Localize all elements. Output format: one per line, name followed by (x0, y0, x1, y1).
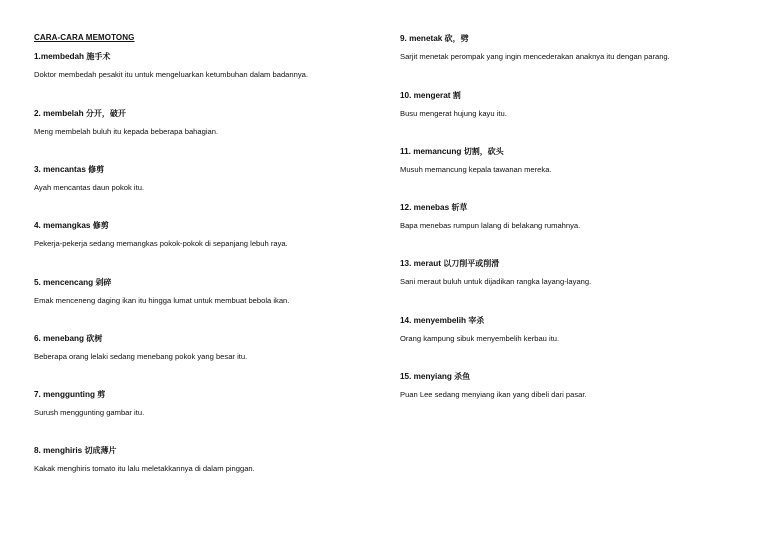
entry-menebang (34, 334, 247, 362)
entry-term (400, 147, 552, 157)
term-malay: 12. menebas (400, 203, 450, 212)
entry-term (34, 109, 218, 119)
entry-term (34, 52, 308, 62)
entry-example: Emak menceneng daging ikan itu hingga lumat untuk membuat bebola ikan. (34, 296, 290, 305)
term-chinese: 宰杀 (468, 316, 485, 325)
entry-term (400, 259, 591, 269)
entry-mencantas (34, 165, 144, 193)
entry-membedah (34, 52, 308, 80)
entry-example: Doktor membedah pesakit itu untuk mengeluarkan ketumbuhan dalam badannya. (34, 70, 308, 79)
term-chinese: 切成薄片 (84, 446, 117, 455)
term-chinese: 砍，劈 (444, 34, 469, 43)
term-malay: 6. menebang (34, 334, 85, 343)
entry-example: Sani meraut buluh untuk dijadikan rangka layang-layang. (400, 277, 592, 286)
term-chinese: 剪 (97, 390, 106, 399)
term-malay: 7. menggunting (34, 390, 95, 399)
term-malay: 8. menghiris (34, 446, 83, 455)
term-malay: 13. meraut (400, 259, 441, 268)
entry-memangkas (34, 221, 288, 249)
term-chinese: 斩草 (451, 203, 468, 212)
term-chinese: 剁碎 (95, 278, 112, 287)
entry-mengerat (400, 91, 507, 119)
term-malay: 9. menetak (400, 34, 443, 43)
entry-term (400, 203, 580, 213)
entry-example: Busu mengerat hujung kayu itu. (400, 109, 507, 118)
term-chinese: 修剪 (88, 165, 105, 174)
term-chinese: 以刀削平或削滑 (443, 259, 500, 268)
entry-example: Ayah mencantas daun pokok itu. (34, 183, 145, 192)
entry-menghiris (34, 446, 255, 474)
entry-example: Pekerja-pekerja sedang memangkas pokok-pokok di sepanjang lebuh raya. (34, 239, 288, 248)
term-malay: 10. mengerat (400, 91, 451, 100)
entry-example: Orang kampung sibuk menyembelih kerbau itu. (400, 334, 560, 343)
entry-example: Surush menggunting gambar itu. (34, 408, 145, 417)
term-chinese: 分开，破开 (85, 109, 126, 118)
entry-mencencang (34, 278, 289, 306)
entry-example: Kakak menghiris tomato itu lalu meletakkannya di dalam pinggan. (34, 464, 255, 473)
entry-memancung (400, 147, 552, 175)
term-chinese: 割 (452, 91, 461, 100)
entry-menyembelih (400, 316, 559, 344)
entry-term (34, 165, 144, 175)
term-malay: 15. menyiang (400, 372, 452, 381)
term-malay: 3. mencantas (34, 165, 86, 174)
entry-menggunting (34, 390, 144, 418)
term-chinese: 切割，砍头 (463, 147, 504, 156)
term-malay: 1.membedah (34, 52, 85, 61)
entry-example: Meng membelah buluh itu kepada beberapa bahagian. (34, 127, 219, 136)
entry-term (400, 34, 670, 44)
term-malay: 2. membelah (34, 109, 84, 118)
entry-term (34, 446, 255, 456)
document-title: CARA-CARA MEMOTONG (34, 33, 135, 42)
entry-menetak (400, 34, 670, 62)
entry-example: Puan Lee sedang menyiang ikan yang dibeli dari pasar. (400, 390, 587, 399)
term-malay: 14. menyembelih (400, 316, 466, 325)
entry-term (34, 278, 289, 288)
term-chinese: 修剪 (92, 221, 109, 230)
entry-example: Musuh memancung kepala tawanan mereka. (400, 165, 552, 174)
entry-meraut (400, 259, 591, 287)
entry-term (34, 334, 247, 344)
entry-term (34, 221, 288, 231)
term-chinese: 杀鱼 (454, 372, 471, 381)
entry-menyiang (400, 372, 587, 400)
entry-example: Beberapa orang lelaki sedang menebang pokok yang besar itu. (34, 352, 248, 361)
entry-term (400, 316, 559, 326)
term-malay: 5. mencencang (34, 278, 94, 287)
entry-menebas (400, 203, 580, 231)
entry-example: Sarjit menetak perompak yang ingin mencederakan anaknya itu dengan parang. (400, 52, 670, 61)
entry-term (34, 390, 144, 400)
term-malay: 4. memangkas (34, 221, 91, 230)
entry-membelah (34, 109, 218, 137)
entry-term (400, 91, 507, 101)
term-malay: 11. memancung (400, 147, 462, 156)
term-chinese: 砍树 (86, 334, 103, 343)
entry-example: Bapa menebas rumpun lalang di belakang rumahnya. (400, 221, 581, 230)
entry-term (400, 372, 587, 382)
term-chinese: 施手术 (86, 52, 111, 61)
